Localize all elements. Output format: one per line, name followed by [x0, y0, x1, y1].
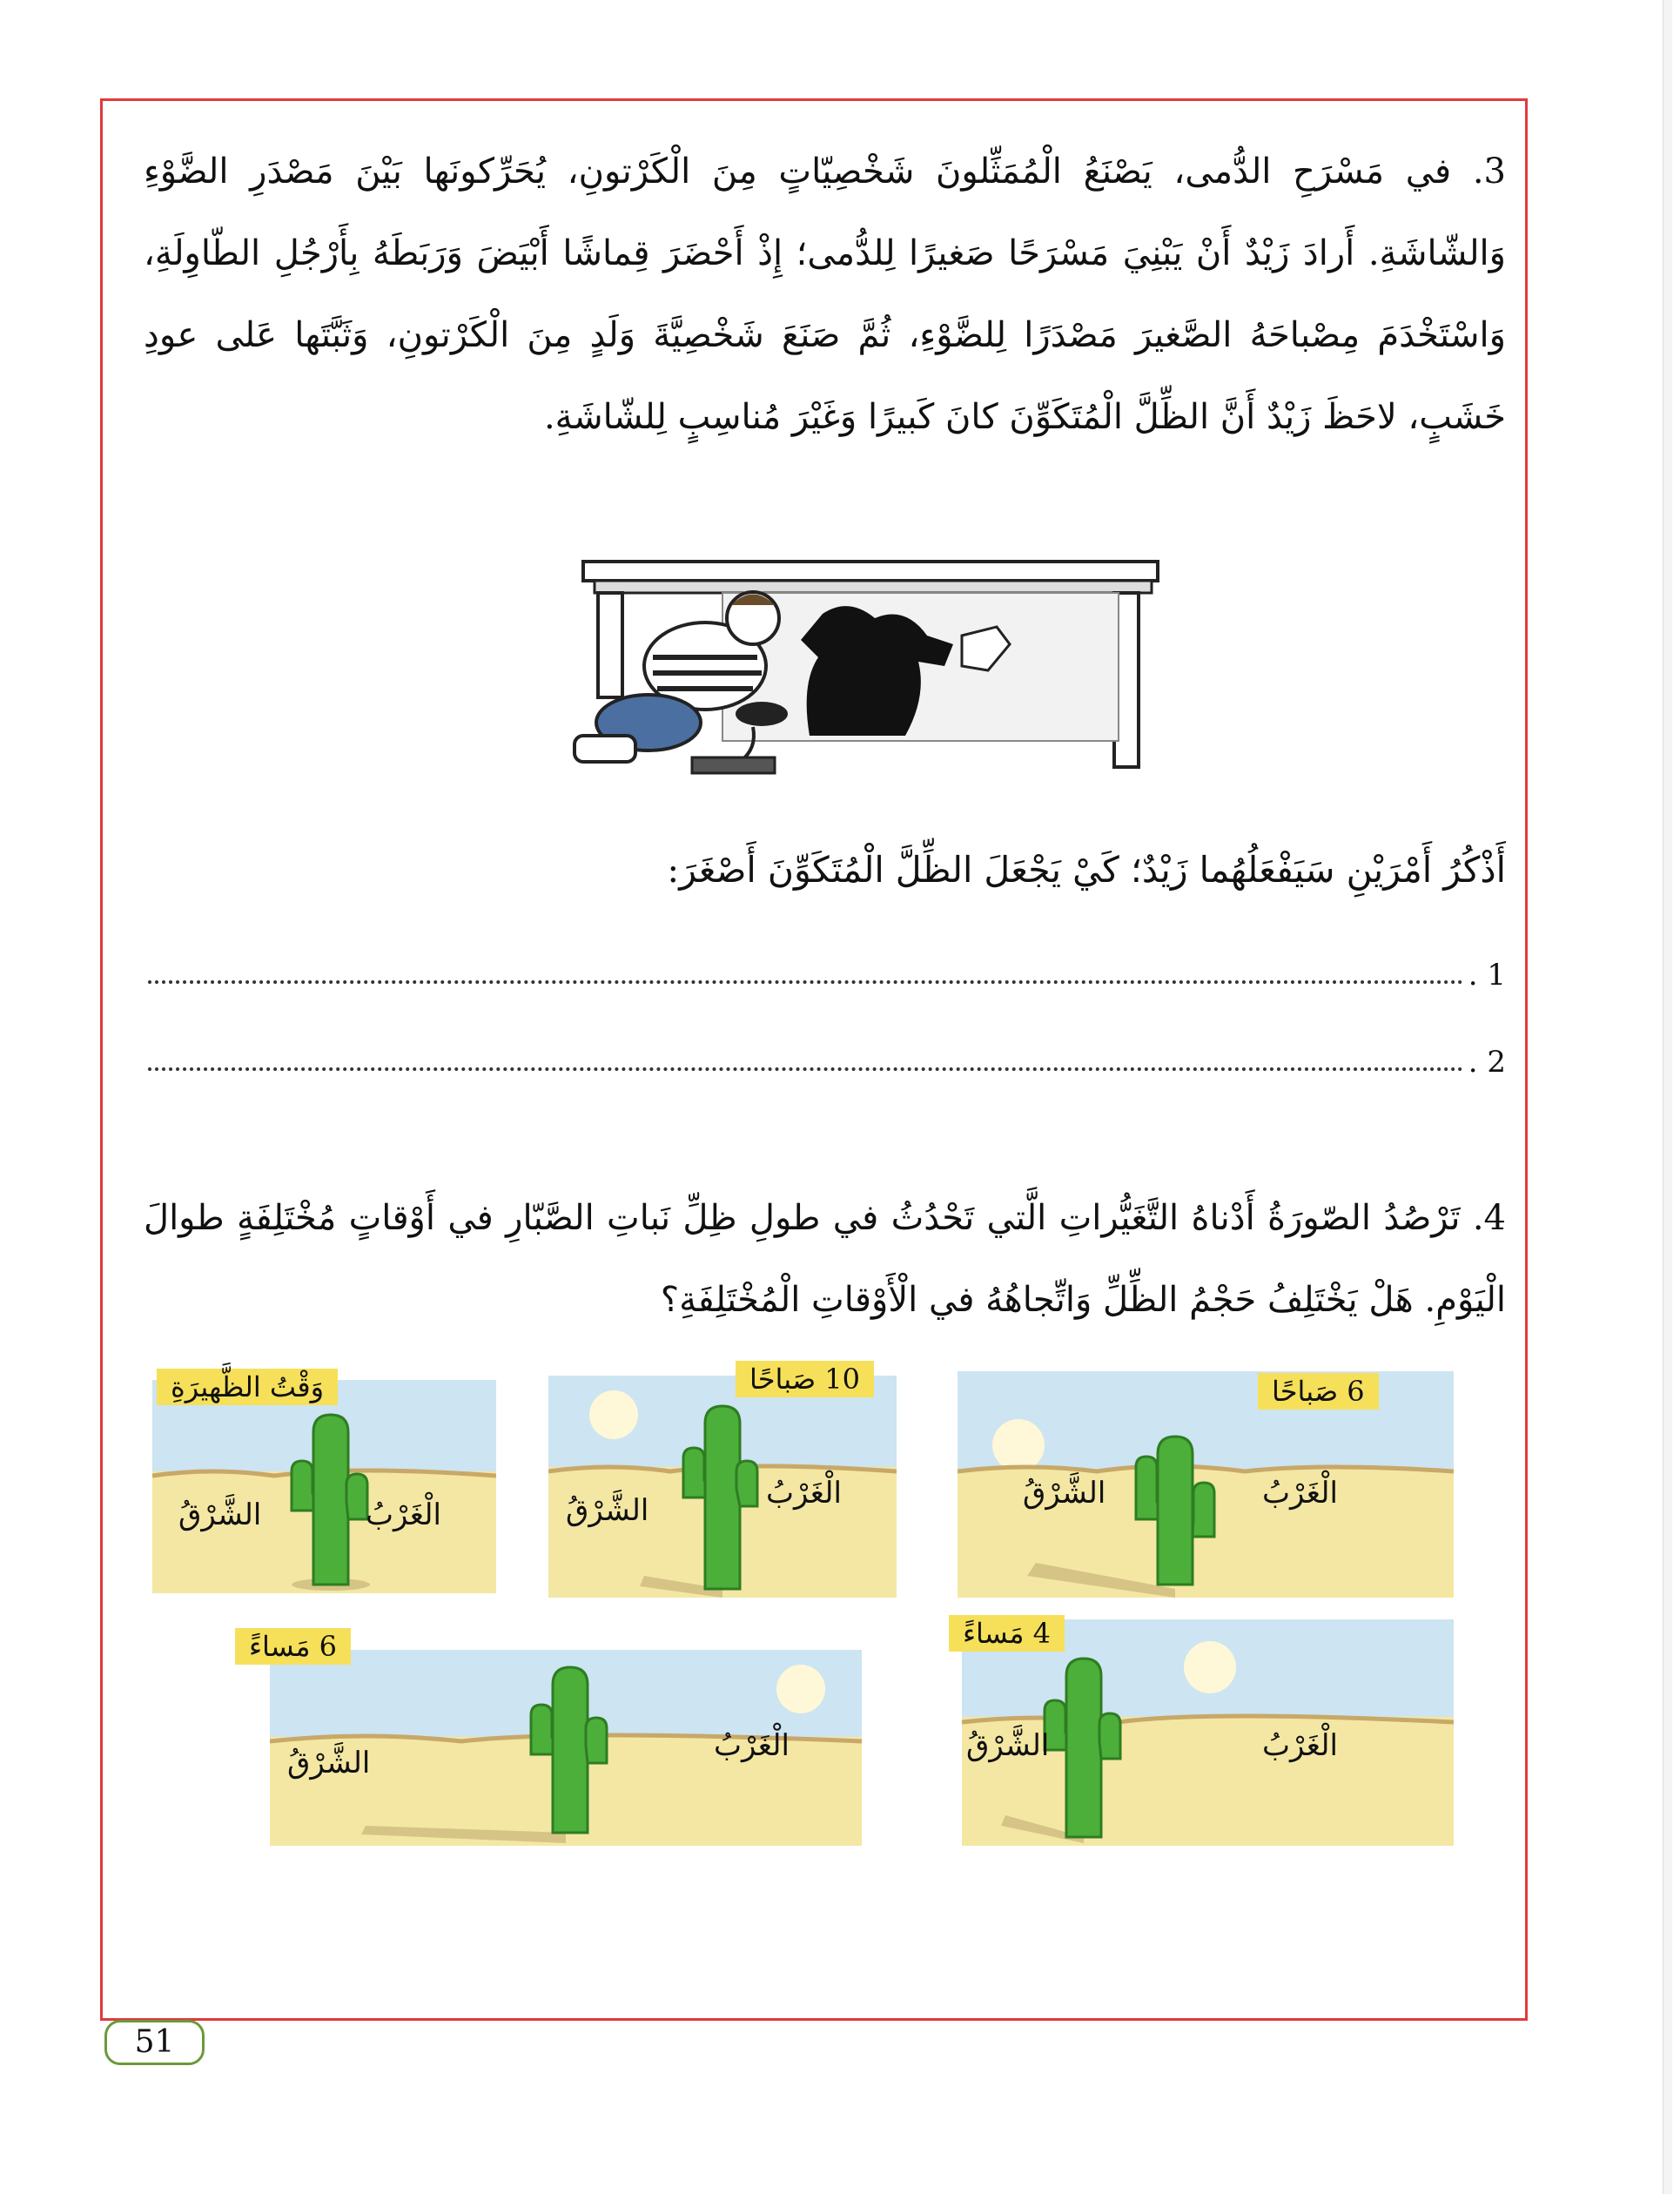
dotted-line — [148, 980, 1463, 984]
west-label: الْغَرْبُ — [1262, 1728, 1338, 1763]
answer-line-number: 1 . — [1468, 958, 1506, 993]
east-label: الشَّرْقُ — [287, 1746, 371, 1780]
time-label: وَقْتُ الظَّهيرَةِ — [157, 1369, 338, 1405]
question-3-prompt: أَذْكُرُ أَمْرَيْنِ سَيَفْعَلُهُما زَيْدٌ؛ كَيْ يَجْعَلَ الظِّلَّ الْمُتَكَوِّنَ أَصْغَرَ: — [667, 849, 1506, 891]
cactus-panel-10am — [548, 1376, 897, 1598]
cactus-scene — [152, 1380, 496, 1593]
page-number: 51 — [104, 2020, 205, 2065]
east-label: الشَّرْقُ — [966, 1728, 1050, 1763]
answer-line-number: 2 . — [1468, 1045, 1506, 1080]
dotted-line — [148, 1067, 1463, 1071]
question-3-text: 3. في مَسْرَحِ الدُّمى، يَصْنَعُ الْمُمَثِّلونَ شَخْصِيّاتٍ مِنَ الْكَرْتونِ، يُحَرِّكونَها بَيْنَ مَصْدَرِ الضَّوْءِ وَالشّاشَةِ. أَرادَ زَيْدٌ أَنْ يَبْنِيَ مَسْرَحًا صَغيرًا لِلدُّمى؛ إِذْ أَحْضَرَ قِماشًا أَبْيَضَ وَرَبَطَهُ بِأَرْجُلِ الطّاوِلَةِ، وَاسْتَخْدَمَ مِصْباحَهُ الصَّغيرَ مَصْدَرًا لِلضَّوْءِ، ثُمَّ صَنَعَ شَخْصِيَّةَ وَلَدٍ مِنَ الْكَرْتونِ، وَثَبَّتَها عَلى عودِ خَشَبٍ، لاحَظَ زَيْدٌ أَنَّ الظِّلَّ الْمُتَكَوِّنَ كانَ كَبيرًا وَغَيْرَ مُناسِبٍ لِلشّاشَةِ. — [144, 151, 1506, 437]
west-label: الْغَرْبُ — [366, 1497, 441, 1532]
time-label: 10 صَباحًا — [736, 1361, 874, 1397]
cactus-scene — [548, 1376, 897, 1598]
east-label: الشَّرْقُ — [178, 1497, 262, 1532]
scrollbar[interactable] — [1663, 0, 1672, 2194]
east-label: الشَّرْقُ — [566, 1493, 649, 1528]
west-label: الْغَرْبُ — [766, 1476, 842, 1511]
time-label: 6 صَباحًا — [1258, 1373, 1379, 1410]
west-label: الْغَرْبُ — [714, 1728, 790, 1763]
cactus-panel-noon — [152, 1380, 496, 1593]
west-label: الْغَرْبُ — [1262, 1476, 1338, 1511]
east-label: الشَّرْقُ — [1023, 1476, 1106, 1511]
shadow-puppet-illustration — [492, 535, 1179, 775]
answer-line-1[interactable] — [148, 949, 1506, 993]
question-4-text: 4. تَرْصُدُ الصّورَةُ أَدْناهُ التَّغَيُّراتِ الَّتي تَحْدُثُ في طولِ ظِلِّ نَباتِ الصَّبّارِ في أَوْقاتٍ مُخْتَلِفَةٍ طوالَ الْيَوْمِ. هَلْ يَخْتَلِفُ حَجْمُ الظِّلِّ وَاتِّجاهُهُ في الْأَوْقاتِ الْمُخْتَلِفَةِ؟ — [144, 1198, 1506, 1320]
time-label: 4 مَساءً — [949, 1615, 1065, 1652]
time-label: 6 مَساءً — [235, 1628, 351, 1665]
answer-line-2[interactable] — [148, 1036, 1506, 1080]
